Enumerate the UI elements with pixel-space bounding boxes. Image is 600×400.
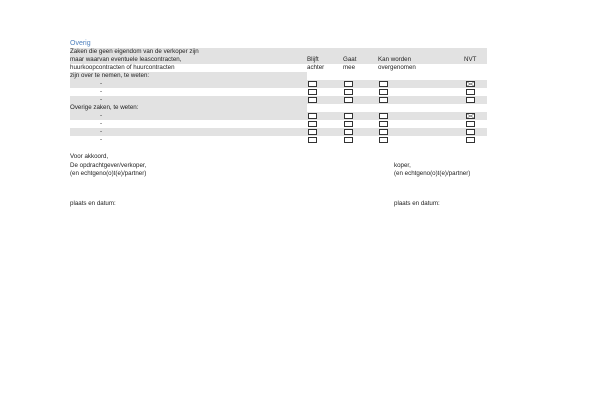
checkbox-gaat-mee[interactable] — [344, 89, 353, 95]
col-mee-label: mee — [343, 64, 356, 71]
header-row-2 — [70, 56, 487, 64]
group-2-rows — [70, 112, 487, 144]
seller-role: De opdrachtgever/verkoper, — [70, 162, 147, 169]
buyer-role: koper, — [394, 162, 411, 169]
item-label: - — [100, 112, 103, 119]
checkbox-kan-worden-overgenomen[interactable] — [379, 97, 388, 103]
section-title: Overig — [70, 40, 91, 47]
overige-row — [70, 104, 487, 112]
item-label: - — [100, 80, 103, 87]
checkbox-blijft-achter[interactable] — [308, 137, 317, 143]
group-1-row — [70, 96, 487, 104]
group-2-row — [70, 112, 487, 120]
seller-partner: (en echtgeno(o)t(e)/partner) — [70, 170, 147, 177]
col-kan-worden-label: Kan worden — [378, 56, 412, 63]
header-line-2: maar waarvan eventuele leascontracten, — [70, 56, 182, 63]
checkbox-gaat-mee[interactable] — [344, 121, 353, 127]
checkbox-gaat-mee[interactable] — [344, 129, 353, 135]
checkbox-nvt[interactable] — [466, 89, 475, 95]
checkbox-kan-worden-overgenomen[interactable] — [379, 129, 388, 135]
checkbox-kan-worden-overgenomen[interactable] — [379, 137, 388, 143]
checkbox-nvt[interactable] — [466, 81, 475, 87]
checkbox-kan-worden-overgenomen[interactable] — [379, 89, 388, 95]
col-achter-label: achter — [307, 64, 325, 71]
cross-mark-icon — [467, 114, 474, 118]
item-label: - — [100, 128, 103, 135]
seller-place-date: plaats en datum: — [70, 200, 116, 207]
group-2-row — [70, 120, 487, 128]
checkbox-nvt[interactable] — [466, 113, 475, 119]
checkbox-blijft-achter[interactable] — [308, 129, 317, 135]
checkbox-gaat-mee[interactable] — [344, 137, 353, 143]
header-row-4 — [70, 72, 487, 80]
checkbox-blijft-achter[interactable] — [308, 113, 317, 119]
checkbox-kan-worden-overgenomen[interactable] — [379, 121, 388, 127]
header-line-4: zijn over te nemen, te weten: — [70, 72, 307, 80]
buyer-partner: (en echtgeno(o)t(e)/partner) — [394, 170, 471, 177]
checkbox-gaat-mee[interactable] — [344, 97, 353, 103]
checkbox-nvt[interactable] — [466, 97, 475, 103]
col-nvt-label: NVT — [464, 56, 477, 63]
group-2-row — [70, 128, 487, 136]
checkbox-gaat-mee[interactable] — [344, 113, 353, 119]
cross-mark-icon — [467, 82, 474, 86]
checkbox-blijft-achter[interactable] — [308, 97, 317, 103]
header-row-3 — [70, 64, 487, 72]
item-label: - — [100, 136, 103, 143]
group-1-row — [70, 88, 487, 96]
items-table — [70, 48, 487, 144]
buyer-place-date: plaats en datum: — [394, 200, 440, 207]
group-1-rows — [70, 80, 487, 104]
col-gaat-label: Gaat — [343, 56, 357, 63]
header-line-1: Zaken die geen eigendom van de verkoper zijn — [70, 48, 199, 55]
checkbox-blijft-achter[interactable] — [308, 89, 317, 95]
header-line-3: huurkoopcontracten of huurcontracten — [70, 64, 175, 71]
item-label: - — [100, 88, 103, 95]
agreement-text: Voor akkoord, — [70, 153, 109, 160]
col-blijft-label: Blijft — [307, 56, 319, 63]
checkbox-kan-worden-overgenomen[interactable] — [379, 113, 388, 119]
checkbox-kan-worden-overgenomen[interactable] — [379, 81, 388, 87]
overige-label: Overige zaken, te weten: — [70, 104, 307, 112]
checkbox-gaat-mee[interactable] — [344, 81, 353, 87]
checkbox-blijft-achter[interactable] — [308, 81, 317, 87]
checkbox-nvt[interactable] — [466, 121, 475, 127]
checkbox-nvt[interactable] — [466, 129, 475, 135]
checkbox-nvt[interactable] — [466, 137, 475, 143]
item-label: - — [100, 96, 103, 103]
item-label: - — [100, 120, 103, 127]
checkbox-blijft-achter[interactable] — [308, 121, 317, 127]
col-overgenomen-label: overgenomen — [378, 64, 416, 71]
header-row-1 — [70, 48, 487, 56]
group-2-row — [70, 136, 487, 144]
group-1-row — [70, 80, 487, 88]
